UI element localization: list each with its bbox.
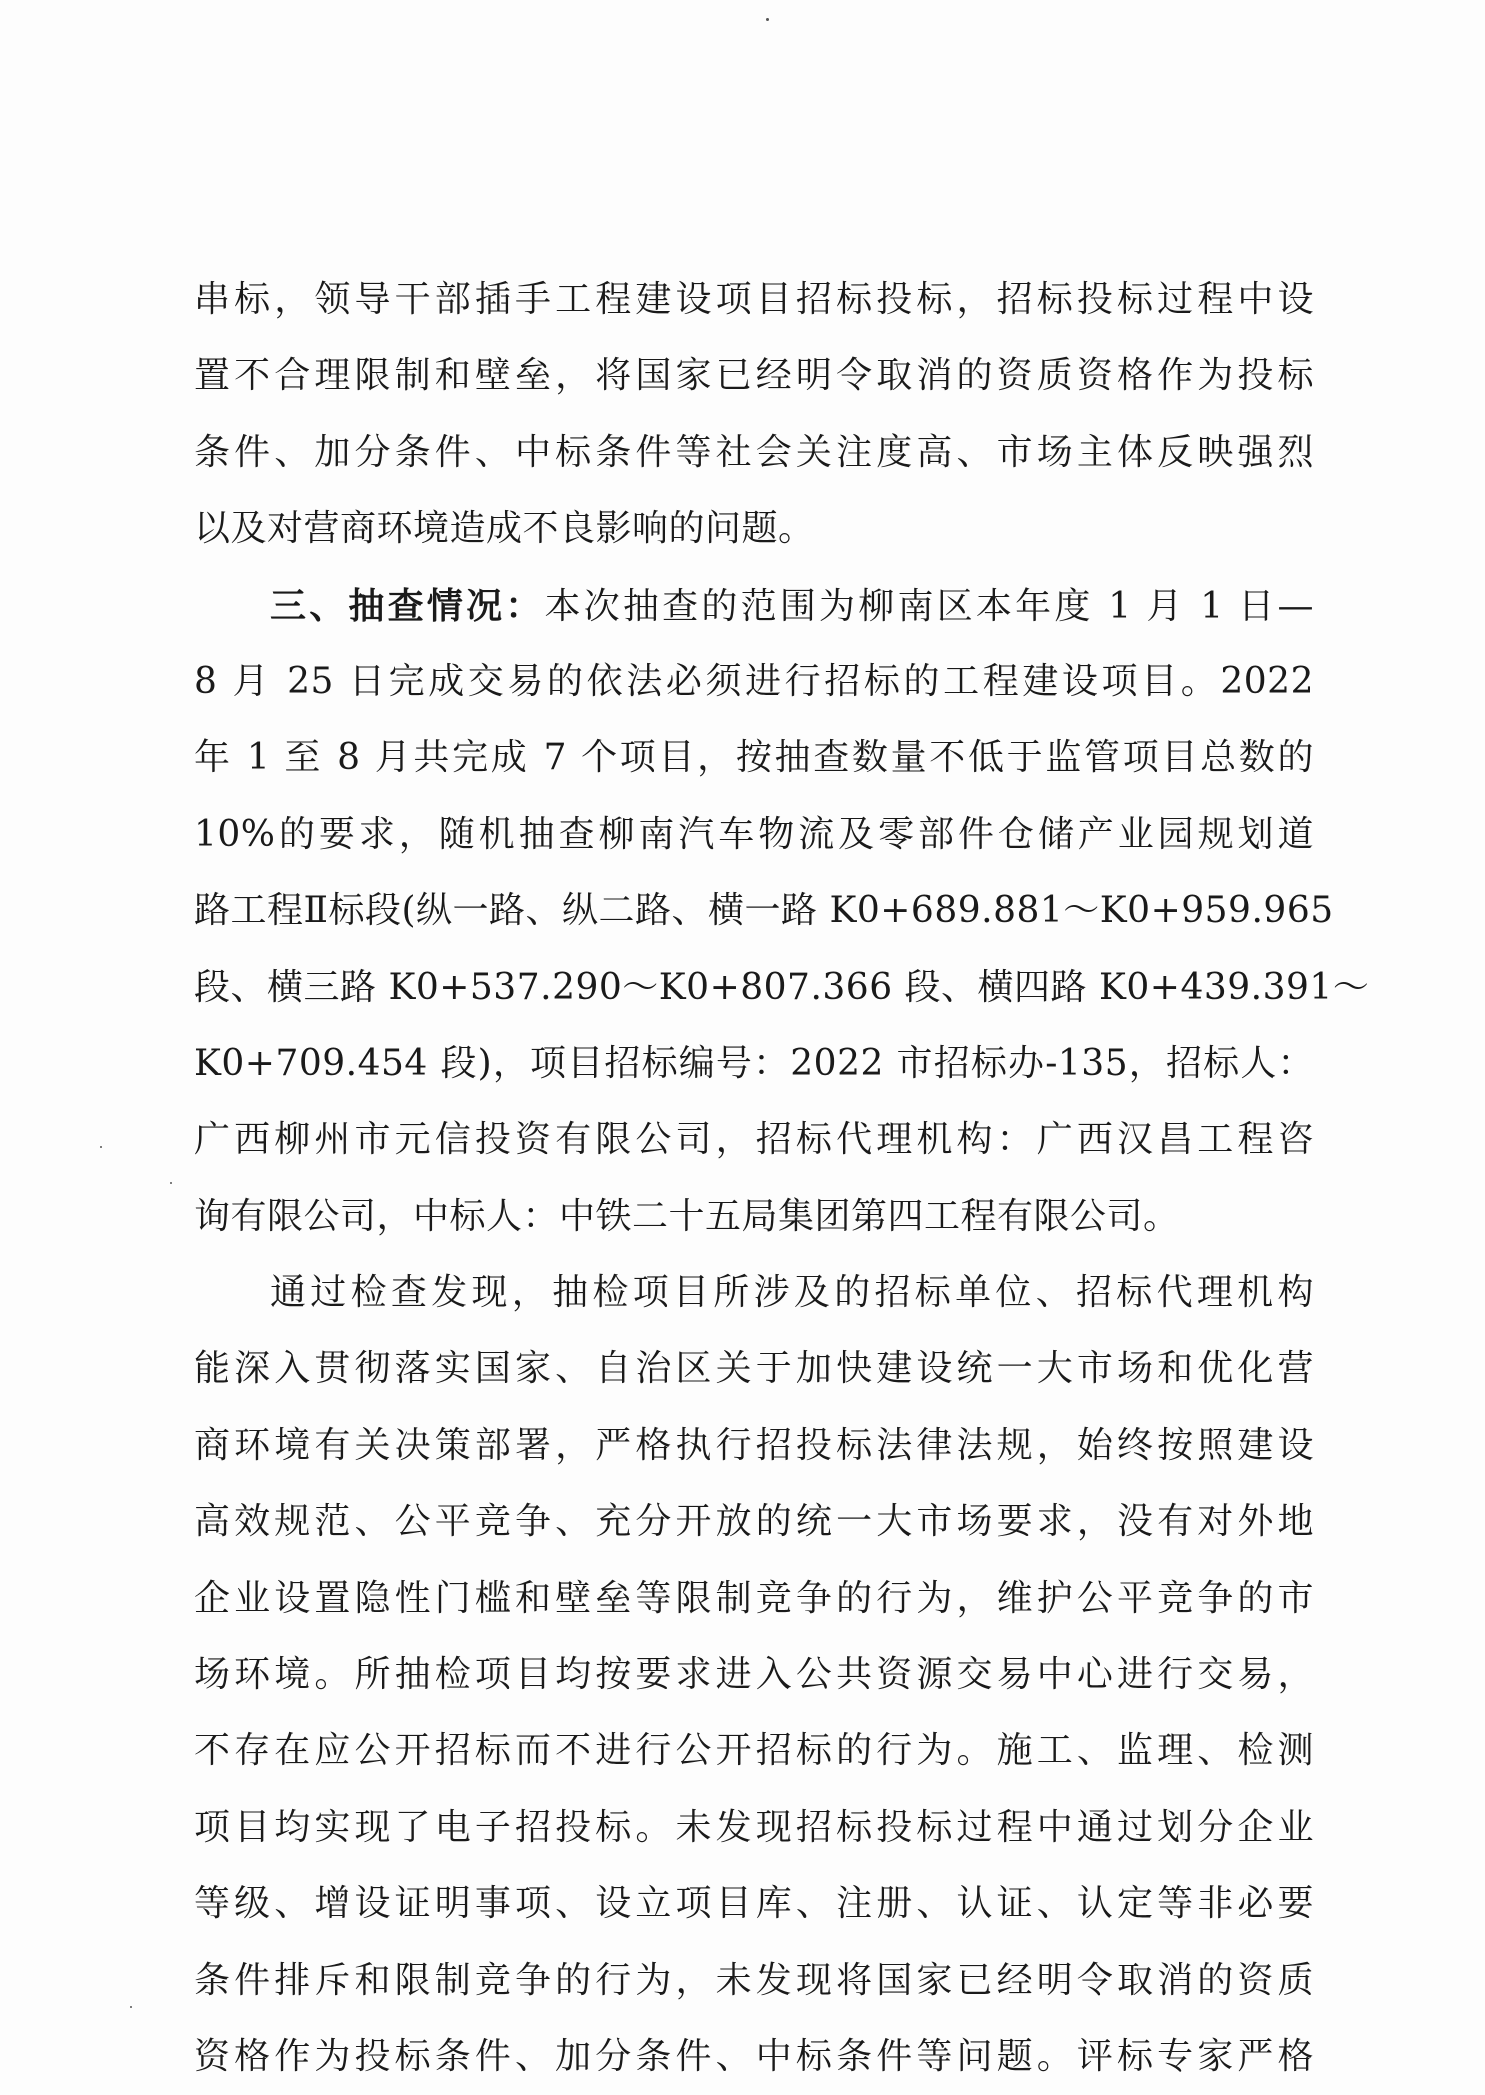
text-line: 商环境有关决策部署，严格执行招投标法律法规，始终按照建设	[194, 1424, 1314, 1466]
text-line: 条件、加分条件、中标条件等社会关注度高、市场主体反映强烈	[194, 431, 1314, 473]
text-line: 项目均实现了电子招投标。未发现招标投标过程中通过划分企业	[194, 1806, 1314, 1848]
text-line: 条件排斥和限制竞争的行为，未发现将国家已经明令取消的资质	[194, 1959, 1314, 2001]
scan-speck	[100, 1146, 102, 1148]
scan-speck	[766, 18, 769, 21]
body-text	[194, 262, 1370, 2095]
text-line: 不存在应公开招标而不进行公开招标的行为。施工、监理、检测	[194, 1730, 1314, 1772]
text-line: 能深入贯彻落实国家、自治区关于加快建设统一大市场和优化营	[194, 1348, 1314, 1390]
text-span: 本次抽查的范围为柳南区本年度 1 月 1 日—	[544, 585, 1314, 627]
text-line: 等级、增设证明事项、设立项目库、注册、认证、认定等非必要	[194, 1883, 1314, 1925]
text-line: 10%的要求，随机抽查柳南汽车物流及零部件仓储产业园规划道	[194, 813, 1314, 855]
text-line: K0+709.454 段)，项目招标编号：2022 市招标办-135，招标人：	[194, 1042, 1314, 1084]
text-line: 企业设置隐性门槛和壁垒等限制竞争的行为，维护公平竞争的市	[194, 1577, 1314, 1619]
text-line: 置不合理限制和壁垒，将国家已经明令取消的资质资格作为投标	[194, 355, 1314, 397]
text-line: 年 1 至 8 月共完成 7 个项目，按抽查数量不低于监管项目总数的	[194, 737, 1314, 779]
text-line: 8 月 25 日完成交易的依法必须进行招标的工程建设项目。2022	[194, 660, 1314, 702]
section-heading: 三、抽查情况：	[270, 584, 545, 627]
section-heading-line	[194, 568, 1314, 644]
text-line: 串标，领导干部插手工程建设项目招标投标，招标投标过程中设	[194, 279, 1314, 320]
text-line: 段、横三路 K0+537.290～K0+807.366 段、横四路 K0+439.391～	[194, 966, 1370, 1008]
text-line: 广西柳州市元信投资有限公司，招标代理机构：广西汉昌工程咨	[194, 1119, 1314, 1161]
text-line: 通过检查发现，抽检项目所涉及的招标单位、招标代理机构	[270, 1272, 1314, 1314]
text-line: 场环境。所抽检项目均按要求进入公共资源交易中心进行交易，	[194, 1654, 1314, 1696]
text-line: 以及对营商环境造成不良影响的问题。	[194, 508, 815, 550]
text-line: 询有限公司，中标人：中铁二十五局集团第四工程有限公司。	[194, 1195, 1180, 1237]
scan-speck	[130, 2006, 132, 2008]
text-line: 高效规范、公平竞争、充分开放的统一大市场要求，没有对外地	[194, 1501, 1314, 1543]
text-line: 路工程Ⅱ标段(纵一路、纵二路、横一路 K0+689.881～K0+959.965	[194, 890, 1334, 932]
text-line: 资格作为投标条件、加分条件、中标条件等问题。评标专家严格	[194, 2035, 1314, 2077]
scan-speck	[170, 1182, 172, 1184]
